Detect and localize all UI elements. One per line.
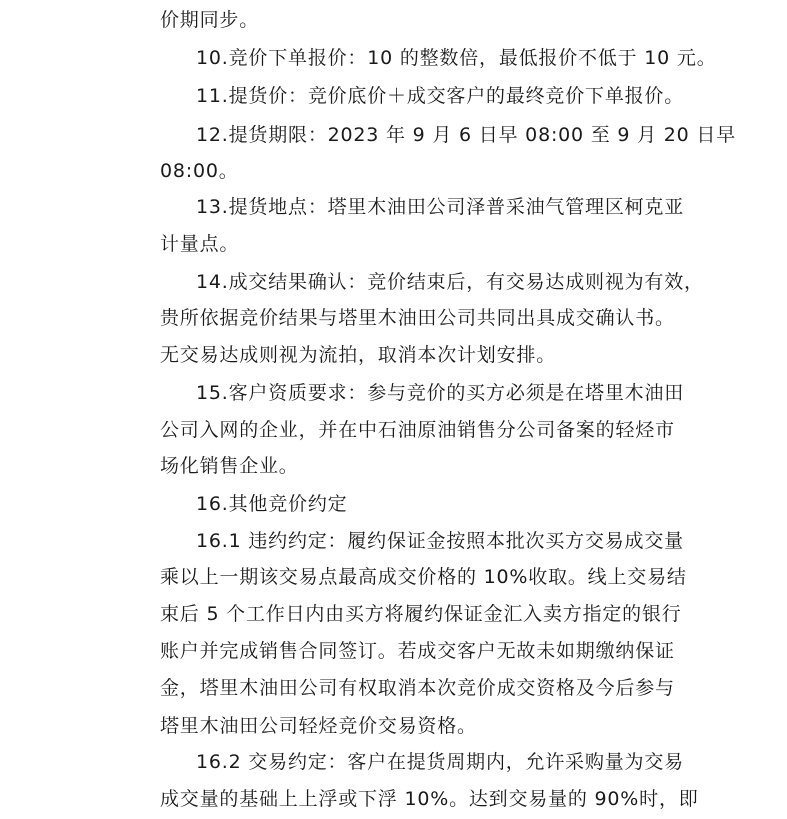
text-line: 11.提货价：竞价底价＋成交客户的最终竞价下单报价。 (196, 85, 685, 107)
text-line: 账户并完成销售合同签订。若成交客户无故未如期缴纳保证 (160, 640, 675, 662)
text-line: 08:00。 (160, 160, 239, 182)
text-line: 塔里木油田公司轻烃竞价交易资格。 (160, 715, 477, 737)
text-line: 金，塔里木油田公司有权取消本次竞价成交资格及今后参与 (160, 677, 675, 699)
text-line: 12.提货期限：2023 年 9 月 6 日早 08:00 至 9 月 20 日早 (196, 124, 737, 146)
text-line: 场化销售企业。 (160, 455, 299, 477)
text-line: 乘以上一期该交易点最高成交价格的 10%收取。线上交易结 (160, 566, 687, 588)
text-line: 成交量的基础上上浮或下浮 10%。达到交易量的 90%时，即 (160, 788, 699, 810)
text-line: 公司入网的企业，并在中石油原油销售分公司备案的轻烃市 (160, 419, 675, 441)
text-line: 13.提货地点：塔里木油田公司泽普采油气管理区柯克亚 (196, 196, 685, 218)
section-heading: 16.其他竞价约定 (196, 493, 348, 515)
text-line: 贵所依据竞价结果与塔里木油田公司共同出具成交确认书。 (160, 307, 675, 329)
text-line: 无交易达成则视为流拍，取消本次计划安排。 (160, 344, 557, 366)
text-line: 价期同步。 (160, 9, 260, 31)
text-line: 16.1 违约约定：履约保证金按照本批次买方交易成交量 (196, 530, 684, 552)
text-line: 计量点。 (160, 233, 240, 255)
text-line: 10.竞价下单报价：10 的整数倍，最低报价不低于 10 元。 (196, 47, 717, 69)
text-line: 15.客户资质要求：参与竞价的买方必须是在塔里木油田 (196, 382, 685, 404)
text-line: 14.成交结果确认：竞价结束后，有交易达成则视为有效， (196, 271, 704, 293)
text-line: 16.2 交易约定：客户在提货周期内，允许采购量为交易 (196, 751, 684, 773)
text-line: 束后 5 个工作日内由买方将履约保证金汇入卖方指定的银行 (160, 603, 682, 625)
